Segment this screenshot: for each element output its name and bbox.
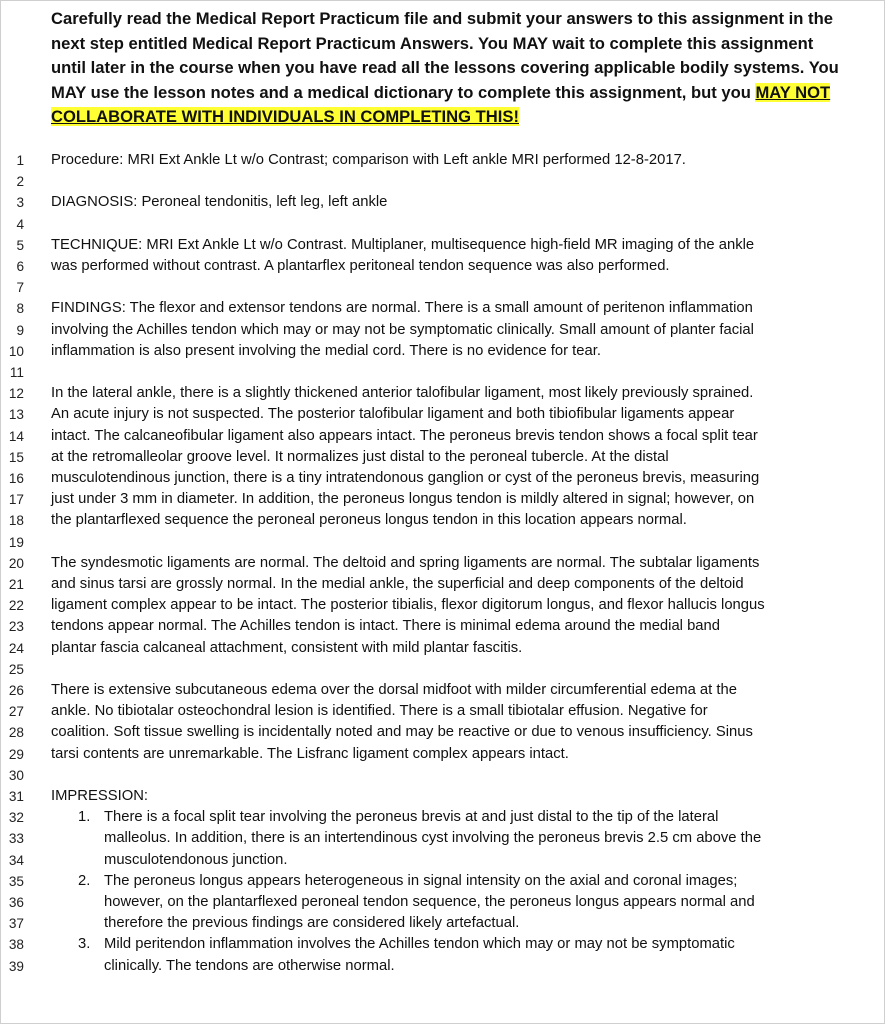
line-number: 10 bbox=[8, 343, 24, 359]
line-text: intact. The calcaneofibular ligament also appears intact. The peroneus brevis tendon shows a focal split tear bbox=[51, 427, 758, 444]
report-line bbox=[0, 807, 885, 828]
line-text: Mild peritendon inflammation involves the Achilles tendon which may or may not be symptomatic bbox=[104, 936, 735, 953]
collaboration-warning-highlight: MAY NOT COLLABORATE WITH INDIVIDUALS IN COMPLETING THIS! bbox=[51, 82, 831, 127]
report-line bbox=[0, 595, 885, 616]
line-text: musculotendonous junction. bbox=[104, 851, 288, 868]
line-text: The syndesmotic ligaments are normal. The deltoid and spring ligaments are normal. The subtalar ligaments bbox=[51, 554, 760, 571]
report-line bbox=[0, 447, 885, 468]
line-number: 39 bbox=[8, 958, 24, 974]
impression-item-number: 1. bbox=[78, 809, 91, 826]
line-text: coalition. Soft tissue swelling is incidentally noted and may be reactive or due to venous insufficiency. Sinus bbox=[51, 724, 753, 741]
line-number: 21 bbox=[8, 577, 24, 592]
assignment-instructions bbox=[51, 7, 851, 130]
report-line bbox=[0, 913, 885, 934]
line-number: 19 bbox=[8, 534, 24, 550]
line-number: 9 bbox=[16, 322, 24, 338]
line-text: ligament complex appear to be intact. The posterior tibialis, flexor digitorum longus, and flexor hallucis longus bbox=[51, 597, 765, 614]
line-text: TECHNIQUE: MRI Ext Ankle Lt w/o Contrast. Multiplaner, multisequence high-field MR imaging of the ankle bbox=[51, 236, 755, 253]
line-number: 34 bbox=[8, 852, 24, 868]
report-line bbox=[0, 383, 885, 404]
report-line bbox=[0, 638, 885, 659]
report-line bbox=[0, 489, 885, 510]
line-text: malleolus. In addition, there is an intertendinous cyst involving the peroneus brevis 2.5 cm above the bbox=[104, 830, 762, 847]
instructions-text: Carefully read the Medical Report Practicum file and submit your answers to this assignment in the next step entitled Medical Report Practicum Answers. You MAY wait to complete this assignment until later in the course when you have read all the lessons covering applicable bodily systems. You MAY use the lesson notes and a medical dictionary to complete this assignment, but you bbox=[51, 9, 839, 102]
report-line bbox=[0, 659, 885, 680]
report-line bbox=[0, 553, 885, 574]
line-text: involving the Achilles tendon which may or may not be symptomatic clinically. Small amount of planter facial bbox=[51, 321, 754, 338]
report-line bbox=[0, 574, 885, 595]
line-number: 33 bbox=[8, 831, 24, 847]
line-text: The peroneus longus appears heterogeneous in signal intensity on the axial and coronal images; bbox=[104, 872, 738, 889]
report-line bbox=[0, 934, 885, 955]
report-line bbox=[0, 850, 885, 871]
report-line bbox=[0, 616, 885, 637]
line-number: 2 bbox=[16, 174, 24, 190]
line-number: 15 bbox=[8, 449, 24, 465]
line-number: 30 bbox=[8, 767, 24, 783]
line-text: FINDINGS: The flexor and extensor tendons are normal. There is a small amount of peritenon inflammation bbox=[51, 300, 753, 317]
report-line bbox=[0, 277, 885, 298]
line-number: 16 bbox=[8, 471, 24, 486]
line-number: 36 bbox=[8, 895, 24, 910]
report-line bbox=[0, 744, 885, 765]
impression-item-number: 2. bbox=[78, 872, 91, 889]
report-line bbox=[0, 171, 885, 192]
line-number: 25 bbox=[8, 661, 24, 677]
line-number: 38 bbox=[8, 937, 24, 953]
report-line bbox=[0, 510, 885, 531]
line-text: at the retromalleolar groove level. It normalizes just distal to the peroneal tubercle. At the distal bbox=[51, 448, 669, 465]
report-line bbox=[0, 871, 885, 892]
impression-item-number: 3. bbox=[78, 936, 91, 953]
report-line bbox=[0, 701, 885, 722]
line-text: the plantarflexed sequence the peroneal peroneus longus tendon in this location appears normal. bbox=[51, 512, 687, 529]
report-line bbox=[0, 786, 885, 807]
line-text: Procedure: MRI Ext Ankle Lt w/o Contrast; comparison with Left ankle MRI performed 12-8-2017. bbox=[51, 152, 686, 168]
line-text: musculotendinous junction, there is a tiny intratendonous ganglion or cyst of the peroneus brevis, measuring bbox=[51, 470, 760, 486]
line-number: 3 bbox=[16, 195, 24, 211]
line-number: 14 bbox=[8, 428, 24, 444]
report-line bbox=[0, 532, 885, 553]
line-text: tendons appear normal. The Achilles tendon is intact. There is minimal edema around the medial band bbox=[51, 618, 720, 635]
line-text: An acute injury is not suspected. The posterior talofibular ligament and both tibiofibular ligaments appear bbox=[51, 406, 735, 423]
line-text: inflammation is also present involving the medial cord. There is no evidence for tear. bbox=[51, 342, 601, 359]
report-line bbox=[0, 341, 885, 362]
report-line bbox=[0, 235, 885, 256]
line-text: however, on the plantarflexed peroneal tendon sequence, the peroneus longus appears normal and bbox=[104, 894, 755, 910]
report-line bbox=[0, 892, 885, 913]
report-line bbox=[0, 765, 885, 786]
report-line bbox=[0, 828, 885, 849]
line-number: 26 bbox=[8, 683, 24, 698]
line-number: 4 bbox=[16, 216, 24, 232]
line-number: 11 bbox=[9, 365, 24, 380]
line-text: clinically. The tendons are otherwise normal. bbox=[104, 957, 395, 974]
report-line bbox=[0, 320, 885, 341]
line-text: There is extensive subcutaneous edema over the dorsal midfoot with milder circumferential edema at the bbox=[51, 682, 737, 698]
line-text: There is a focal split tear involving the peroneus brevis at and just distal to the tip of the lateral bbox=[104, 809, 719, 826]
line-text: just under 3 mm in diameter. In addition, the peroneus longus tendon is mildly altered in signal; however, on bbox=[51, 491, 755, 508]
line-text: In the lateral ankle, there is a slightly thickened anterior talofibular ligament, most likely previously sprained. bbox=[51, 385, 754, 402]
line-number: 17 bbox=[8, 492, 24, 508]
line-text: and sinus tarsi are grossly normal. In the medial ankle, the superficial and deep components of the deltoid bbox=[51, 576, 744, 592]
report-line bbox=[0, 956, 885, 977]
line-number: 6 bbox=[16, 259, 24, 274]
line-text: was performed without contrast. A plantarflex peritoneal tendon sequence was also performed. bbox=[51, 258, 670, 274]
report-line bbox=[0, 680, 885, 701]
report-line bbox=[0, 362, 885, 383]
line-number: 13 bbox=[8, 407, 24, 423]
line-number: 12 bbox=[8, 386, 24, 402]
line-number: 18 bbox=[8, 513, 24, 529]
report-line bbox=[0, 192, 885, 213]
line-number: 22 bbox=[8, 598, 24, 614]
report-line bbox=[0, 256, 885, 277]
line-number: 27 bbox=[8, 704, 24, 720]
line-number: 24 bbox=[8, 640, 24, 656]
line-number: 37 bbox=[8, 916, 24, 932]
line-text: IMPRESSION: bbox=[51, 788, 149, 804]
line-number: 7 bbox=[16, 280, 24, 296]
report-line bbox=[0, 214, 885, 235]
line-number: 31 bbox=[8, 789, 24, 804]
line-text: tarsi contents are unremarkable. The Lisfranc ligament complex appears intact. bbox=[51, 745, 569, 762]
line-number: 29 bbox=[8, 746, 24, 762]
line-number: 32 bbox=[8, 810, 24, 826]
report-line bbox=[0, 150, 885, 171]
line-text: plantar fascia calcaneal attachment, consistent with mild plantar fascitis. bbox=[51, 639, 523, 656]
line-text: ankle. No tibiotalar osteochondral lesion is identified. There is a small tibiotalar effusion. Negative for bbox=[51, 703, 708, 720]
line-number: 23 bbox=[8, 619, 24, 635]
report-line bbox=[0, 722, 885, 743]
line-number: 5 bbox=[16, 237, 24, 253]
report-line bbox=[0, 404, 885, 425]
line-number: 28 bbox=[8, 725, 24, 741]
line-number: 35 bbox=[8, 873, 24, 889]
line-number: 1 bbox=[16, 153, 24, 168]
line-text: therefore the previous findings are considered likely artefactual. bbox=[104, 915, 520, 932]
line-number: 20 bbox=[8, 555, 24, 571]
report-line bbox=[0, 468, 885, 489]
report-line bbox=[0, 298, 885, 319]
line-text: DIAGNOSIS: Peroneal tendonitis, left leg, left ankle bbox=[51, 194, 388, 211]
report-line bbox=[0, 426, 885, 447]
line-number: 8 bbox=[16, 301, 24, 317]
